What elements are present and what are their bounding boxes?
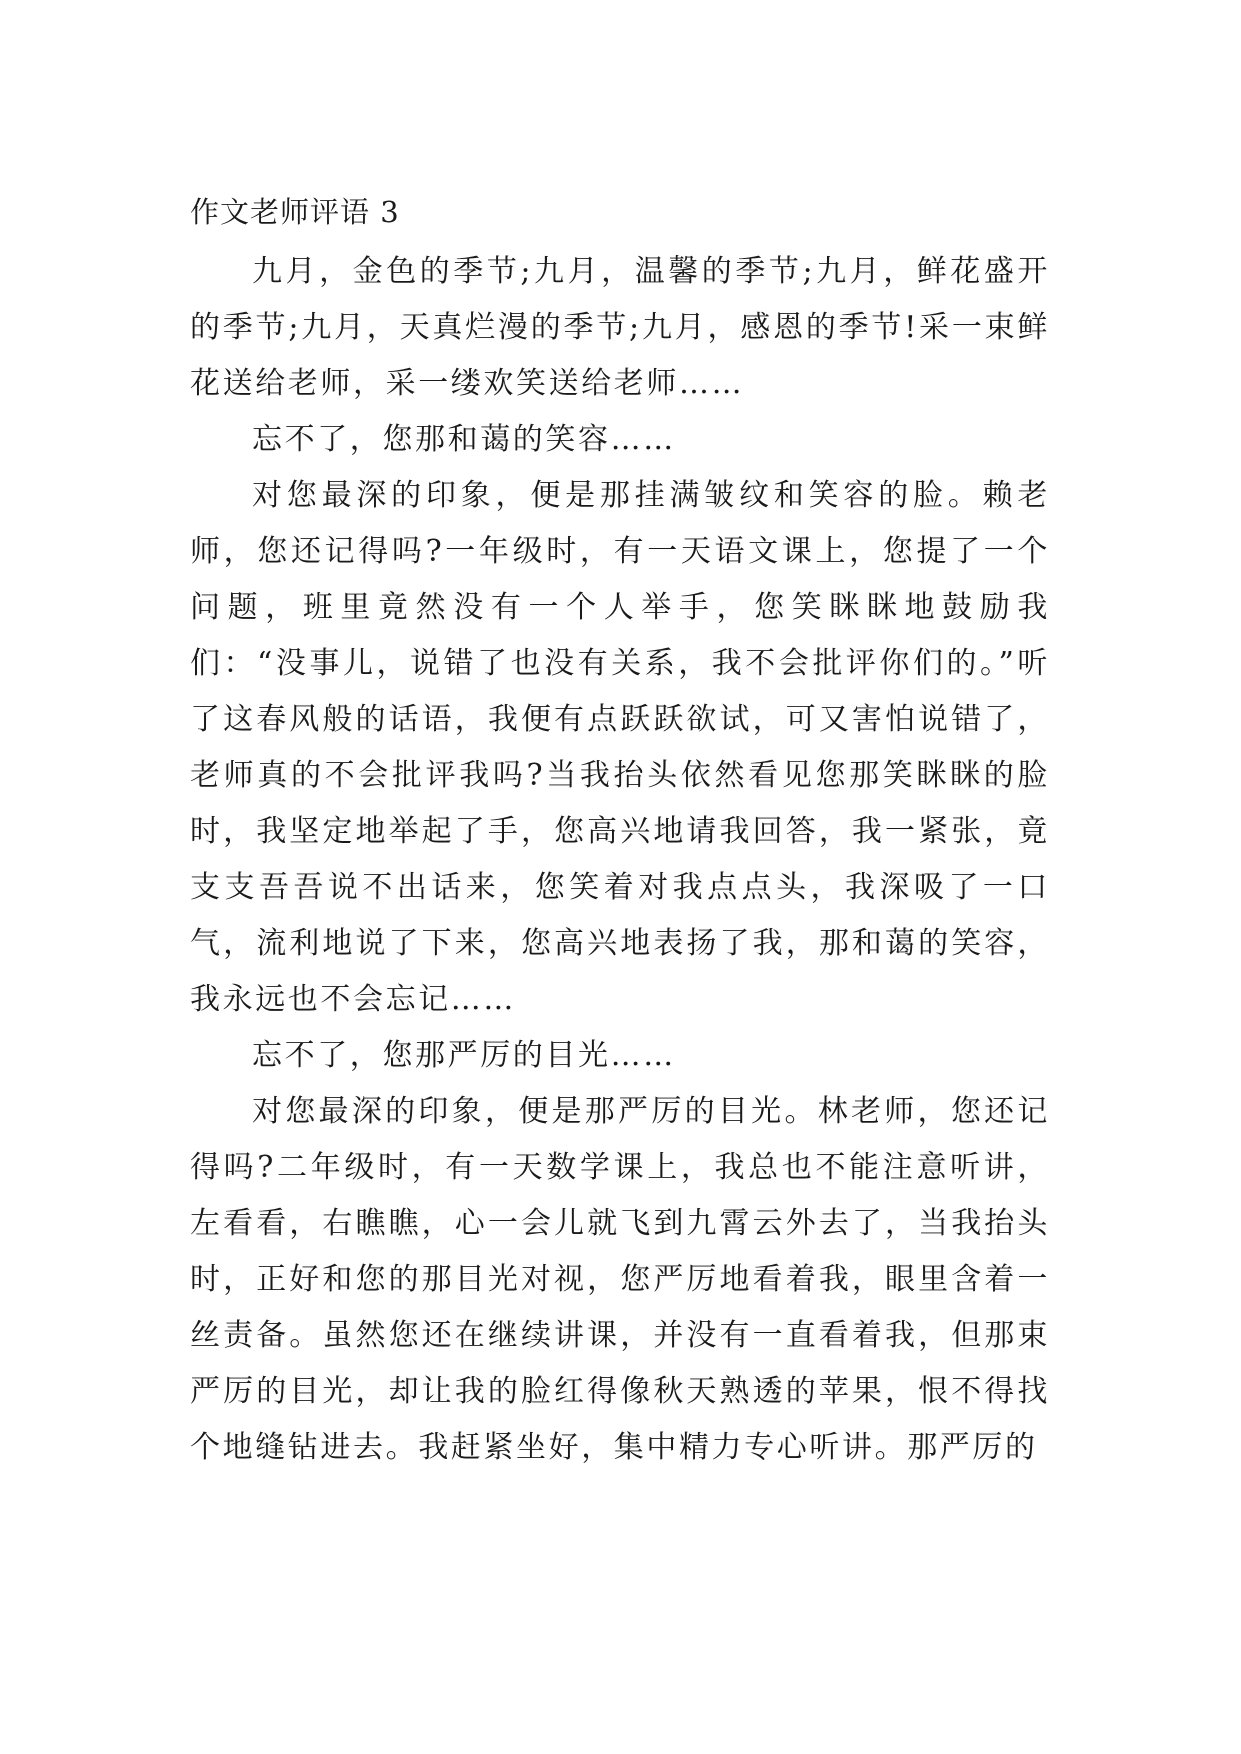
paragraph-5: 对您最深的印象，便是那严厉的目光。林老师，您还记得吗?二年级时，有一天数学课上，我总也不能注意听讲，左看看，右瞧瞧，心一会儿就飞到九霄云外去了，当我抬头时，正好和您的那目光对视，您严厉地看着我，眼里含着一丝责备。虽然您还在继续讲课，并没有一直看着我，但那束严厉的目光，却让我的脸红得像秋天熟透的苹果，恨不得找个地缝钻进去。我赶紧坐好，集中精力专心听讲。那严厉的: [190, 1094, 1050, 1465]
paragraph-1: 九月，金色的季节;九月，温馨的季节;九月，鲜花盛开的季节;九月，天真烂漫的季节;九月，感恩的季节!采一束鲜花送给老师，采一缕欢笑送给老师……: [190, 254, 1050, 401]
paragraph-2: 忘不了，您那和蔼的笑容……: [252, 422, 676, 457]
document-page: [190, 192, 1050, 1476]
document-title: 作文老师评语 3: [190, 195, 400, 229]
paragraph-3: 对您最深的印象，便是那挂满皱纹和笑容的脸。赖老师，您还记得吗?一年级时，有一天语文课上，您提了一个问题，班里竟然没有一个人举手，您笑眯眯地鼓励我们：“没事儿，说错了也没有关系，我不会批评你们的。”听了这春风般的话语，我便有点跃跃欲试，可又害怕说错了，老师真的不会批评我吗?当我抬头依然看见您那笑眯眯的脸时，我坚定地举起了手，您高兴地请我回答，我一紧张，竟支支吾吾说不出话来，您笑着对我点点头，我深吸了一口气，流利地说了下来，您高兴地表扬了我，那和蔼的笑容，我永远也不会忘记……: [190, 478, 1050, 1017]
paragraph-4: 忘不了，您那严厉的目光……: [252, 1038, 676, 1073]
